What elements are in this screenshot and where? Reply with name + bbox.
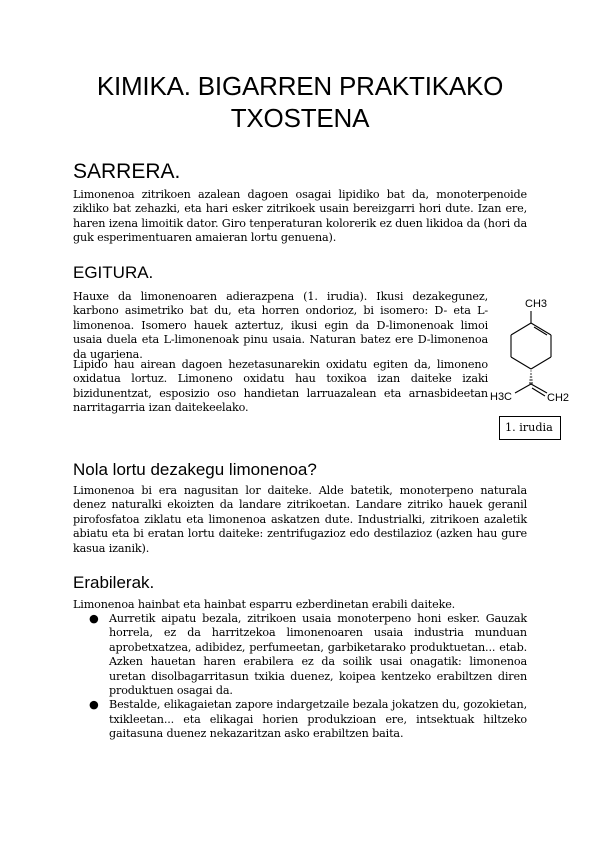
bullet-icon: ● [89,698,99,712]
heading-sarrera: SARRERA. [73,160,181,183]
heading-lortu: Nola lortu dezakegu limonenoa? [73,460,317,479]
paragraph-erabilerak-intro: Limonenoa hainbat eta hainbat esparru ezberdinetan erabili daiteke. [73,598,456,611]
heading-erabilerak: Erabilerak. [73,573,155,592]
list-item [73,612,527,698]
label-ch3: CH3 [525,298,548,310]
list-item-text: Aurretik aipatu bezala, zitrikoen usaia monoterpeno honi esker. Gauzak horrela, ez da harritzekoa limonenoaren usaia industria munduan aprobetxatzea, adibidez, perfumeetan, garbiketarako produktuetan... etab. Azken hauetan haren erabilera ez da soilik usai onagatik: limonenoa uretan disolbagarritasun txikia duenez, koipea kentzeko erabiltzen diren produktuen osagai da. [109,612,527,698]
document-title [60,70,540,134]
paragraph-lortu: Limonenoa bi era nagusitan lor daiteke. Alde batetik, monoterpeno naturala denez naturalki ekoizten da landare zitrikoetan. Landare zitriko hauek geranil pirofosfatoa ziklatu eta limonenoa askatzen dute. Industrialki, zitrikoen azaletik abiatu eta bi eratan lortu daiteke: zentrifugazioz edo destilazioz (azken hau gure kasua izanik). [73,484,527,555]
label-h3c: H3C [490,391,513,403]
heading-egitura: EGITURA. [73,263,154,282]
paragraph-egitura-1: Hauxe da limonenoaren adierazpena (1. irudia). Ikusi dezakegunez, karbono asimetriko bat du, eta horren ondorioz, bi isomero: D- eta L-limonenoa. Isomero hauek aztertuz, ikusi egin da D-limonenoak limoi usaia duela eta L-limonenoak pinu usaia. Naturan batez ere D-limonenoa da ugariena. [73,290,488,361]
bullet-icon: ● [89,612,99,625]
limonene-structure-figure [488,292,574,407]
label-ch2: CH2 [547,392,570,404]
title-line-1: KIMIKA. BIGARREN PRAKTIKAKO [96,71,504,101]
list-item-text: Bestalde, elikagaietan zapore indargetzaile bezala jokatzen du, gozokietan, txikleetan... eta elikagai horien produkzioan ere, intsektuak hiltzeko gaitasuna duenez nekazaritzan asko erabiltzen baita. [109,698,527,741]
paragraph-egitura-2: Lipido hau airean dagoen hezetasunarekin oxidatu egiten da, limoneno oxidatua lortuz. Limoneno oxidatu hau toxikoa izan daiteke izaki bizidunentzat, esposizio oso handietan larruazalean eta arnasbideetan narritagarria izan daitekeelako. [73,358,488,415]
paragraph-sarrera: Limonenoa zitrikoen azalean dagoen osagai lipidiko bat da, monoterpenoide zikliko bat zehazki, eta hari esker zitrikoek usain bereizgarri hori dute. Izan ere, haren izena limoitik dator. Giro tenperaturan kolorerik ez duen likidoa da (hori da guk esperimentuaren amaieran lortu genuena). [73,188,527,245]
uses-list [73,612,527,742]
title-line-2: TXOSTENA [230,103,370,133]
figure-caption: 1. irudia [499,416,561,440]
list-item [73,698,527,741]
